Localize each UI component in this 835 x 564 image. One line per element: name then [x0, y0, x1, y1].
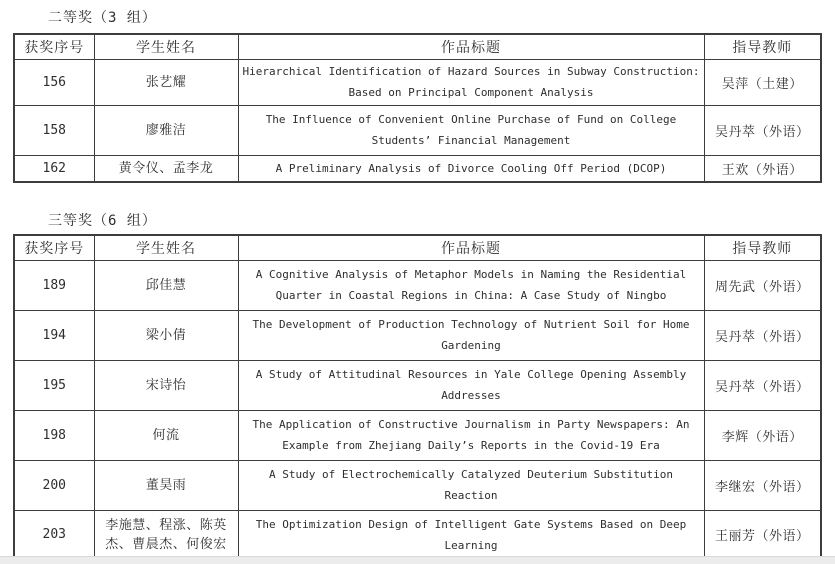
student-name-cell: 梁小倩 [94, 310, 238, 360]
student-name-cell: 宋诗怡 [94, 360, 238, 410]
student-name-cell: 张艺耀 [94, 59, 238, 105]
header-award-number: 获奖序号 [14, 235, 94, 260]
table-row [14, 105, 821, 155]
student-name-cell: 廖雅洁 [94, 105, 238, 155]
award-number-cell: 200 [14, 460, 94, 510]
student-name-cell: 李施慧、程涨、陈英杰、曹晨杰、何俊宏 [94, 510, 238, 560]
work-title-line: Learning [444, 538, 498, 552]
work-title-line: Quarter in Coastal Regions in China: A Case Study of Ningbo [275, 289, 667, 302]
work-title-line: Reaction [444, 489, 498, 502]
page-bottom-edge [0, 556, 835, 564]
work-title-line: The Optimization Design of Intelligent Gate Systems Based on Deep [255, 517, 687, 531]
table-row [14, 460, 821, 510]
award-number-cell: 158 [14, 105, 94, 155]
award-number-cell: 162 [14, 155, 94, 182]
table-row [14, 510, 821, 560]
teacher-cell: 李继宏（外语） [704, 460, 821, 510]
header-teacher: 指导教师 [704, 34, 821, 59]
teacher-cell: 王欢（外语） [704, 155, 821, 182]
work-title-line: The Development of Production Technology of Nutrient Soil for Home [252, 318, 690, 331]
work-title-cell [238, 155, 704, 182]
student-name-cell: 董昊雨 [94, 460, 238, 510]
work-title-line: A Cognitive Analysis of Metaphor Models in Naming the Residential [255, 268, 687, 281]
table-row [14, 360, 821, 410]
table-header-row [14, 235, 821, 260]
teacher-cell: 王丽芳（外语） [704, 510, 821, 560]
work-title-line: Gardening [441, 339, 501, 352]
work-title-line: The Application of Constructive Journalism in Party Newspapers: An [252, 418, 690, 431]
work-title-cell [238, 105, 704, 155]
award-number-cell: 189 [14, 260, 94, 310]
work-title-cell [238, 360, 704, 410]
work-title-line: A Study of Attitudinal Resources in Yale College Opening Assembly [255, 368, 687, 381]
work-title-line: Example from Zhejiang Daily’s Reports in the Covid-19 Era [282, 439, 660, 452]
section-title-third-prize: 三等奖（6 组） [48, 213, 157, 229]
teacher-cell: 吴萍（土建） [704, 59, 821, 105]
student-name-cell: 何流 [94, 410, 238, 460]
header-work-title: 作品标题 [238, 34, 704, 59]
teacher-cell: 吴丹萃（外语） [704, 360, 821, 410]
work-title-line: The Influence of Convenient Online Purchase of Fund on College [265, 113, 677, 126]
table-header-row [14, 34, 821, 59]
table-row [14, 59, 821, 105]
section-title-second-prize: 二等奖（3 组） [48, 10, 157, 26]
header-student-name: 学生姓名 [94, 235, 238, 260]
table-row [14, 260, 821, 310]
work-title-line: Based on Principal Component Analysis [348, 86, 594, 99]
work-title-cell [238, 460, 704, 510]
work-title-line: Hierarchical Identification of Hazard Sources in Subway Construction: [242, 65, 700, 78]
teacher-cell: 李辉（外语） [704, 410, 821, 460]
work-title-line: Students’ Financial Management [371, 134, 571, 147]
table-row [14, 310, 821, 360]
work-title-cell [238, 260, 704, 310]
award-number-cell: 203 [14, 510, 94, 560]
header-student-name: 学生姓名 [94, 34, 238, 59]
work-title-line: A Study of Electrochemically Catalyzed Deuterium Substitution [269, 468, 673, 481]
second-prize-table [13, 33, 822, 183]
header-award-number: 获奖序号 [14, 34, 94, 59]
work-title-line: Addresses [441, 389, 501, 402]
work-title-cell [238, 410, 704, 460]
teacher-cell: 吴丹萃（外语） [704, 105, 821, 155]
work-title-cell [238, 510, 704, 560]
award-number-cell: 195 [14, 360, 94, 410]
header-teacher: 指导教师 [704, 235, 821, 260]
student-name-cell: 邱佳慧 [94, 260, 238, 310]
work-title-cell [238, 59, 704, 105]
award-number-cell: 156 [14, 59, 94, 105]
table-row [14, 410, 821, 460]
teacher-cell: 周先武（外语） [704, 260, 821, 310]
work-title-line: A Preliminary Analysis of Divorce Cooling Off Period (DCOP) [275, 161, 667, 175]
header-work-title: 作品标题 [238, 235, 704, 260]
student-name-cell: 黄令仪、孟李龙 [94, 155, 238, 182]
award-number-cell: 194 [14, 310, 94, 360]
third-prize-table [13, 234, 822, 561]
teacher-cell: 吴丹萃（外语） [704, 310, 821, 360]
work-title-cell [238, 310, 704, 360]
award-number-cell: 198 [14, 410, 94, 460]
table-row [14, 155, 821, 182]
